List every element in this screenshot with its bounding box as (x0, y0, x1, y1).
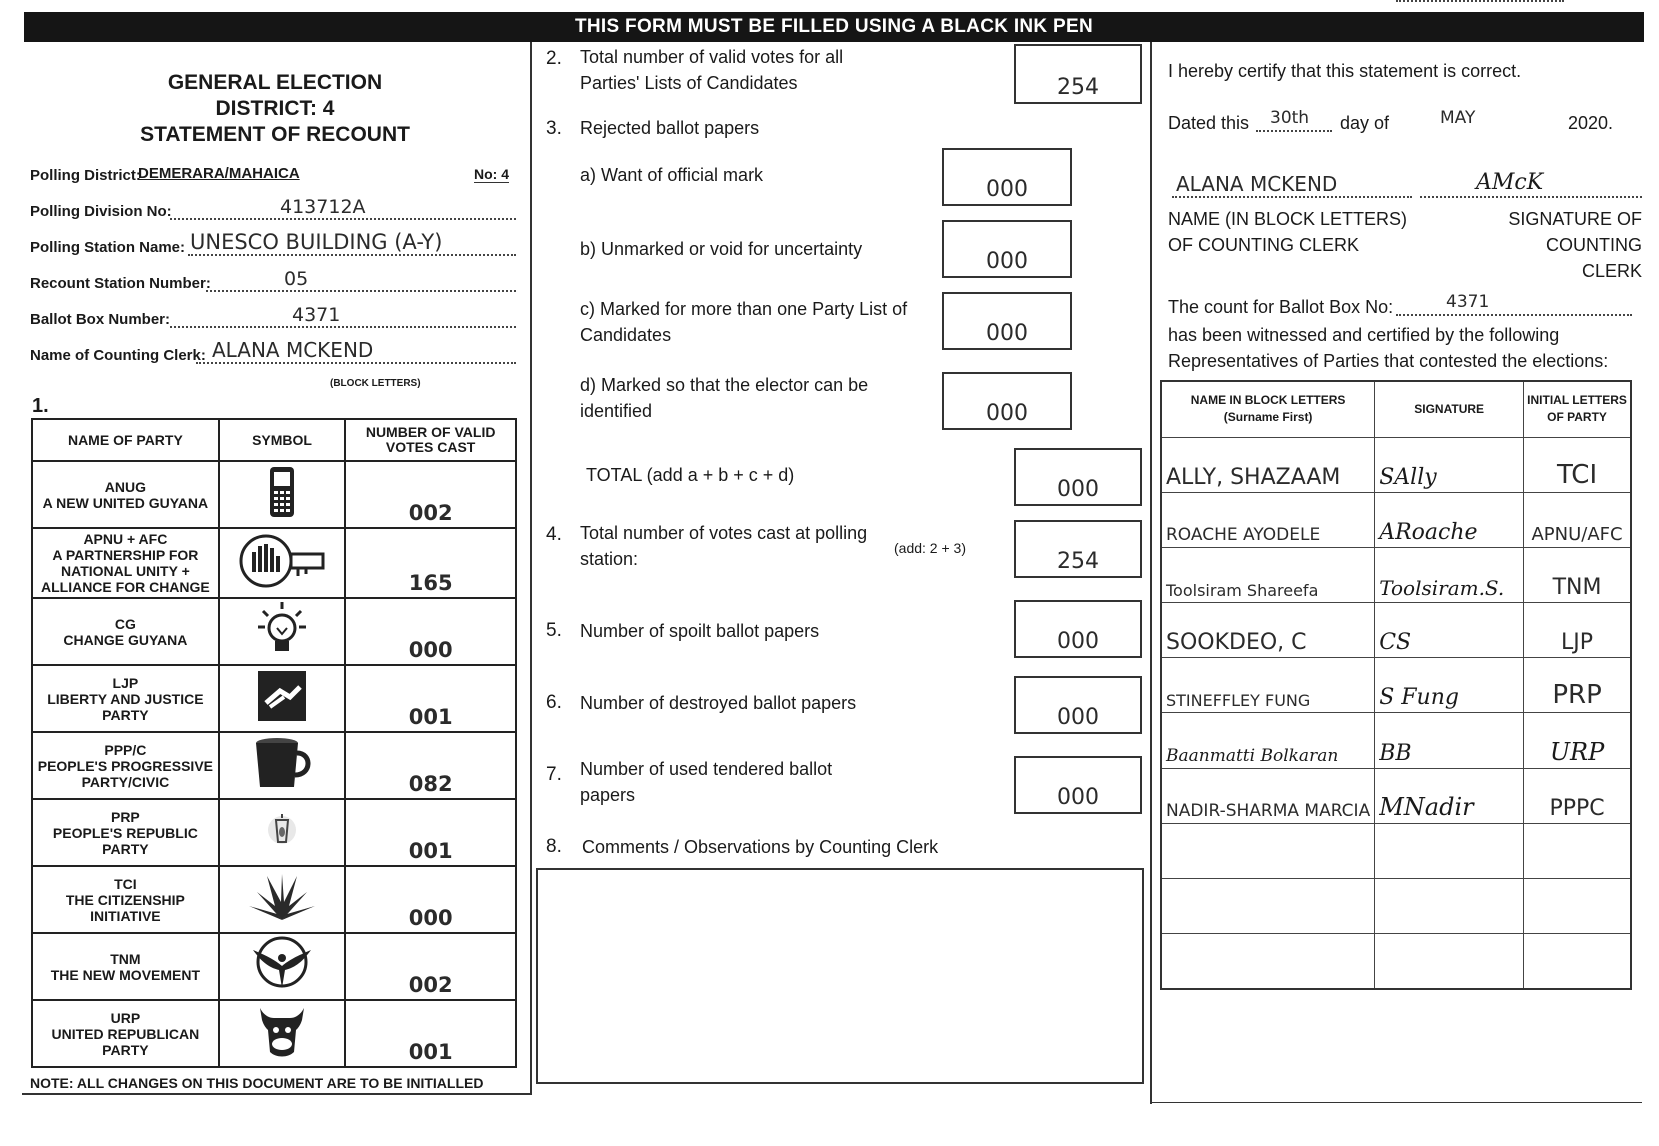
party-name: LIBERTY AND JUSTICE PARTY (47, 690, 204, 723)
clerk-name-hand: ALANA MCKEND (1176, 172, 1338, 196)
witness-signature[interactable] (1375, 879, 1524, 934)
name-caption: NAME (IN BLOCK LETTERS) OF COUNTING CLERK (1168, 209, 1408, 255)
q7-box[interactable] (1014, 756, 1142, 814)
table-row (32, 461, 516, 528)
eagle-icon (219, 933, 346, 1000)
witness-name: ALLY, SHAZAAM (1161, 437, 1375, 492)
q4-label: Total number of votes cast at polling station: (580, 523, 868, 569)
title-district: DISTRICT: 4 (215, 97, 335, 120)
party-votes-value: 165 (345, 528, 516, 598)
column-divider-left (530, 42, 532, 1094)
lightbulb-icon (219, 598, 346, 665)
party-abbr: PPP/C (104, 741, 147, 758)
q3c-box[interactable] (942, 292, 1072, 350)
witness-name[interactable] (1161, 934, 1375, 989)
table-row (32, 665, 516, 732)
polling-station-field: Polling Station Name: UNESCO BUILDING (A-Y) (30, 234, 516, 258)
party-name: UNITED REPUBLICAN PARTY (51, 1025, 200, 1058)
dated-day-value: 30th (1270, 108, 1310, 128)
dated-year: 2020. (1568, 113, 1614, 133)
q3d-box[interactable] (942, 372, 1072, 430)
signature-caption: SIGNATURE OF COUNTING CLERK (1508, 209, 1642, 281)
party-abbr: APNU + AFC (83, 531, 168, 547)
q6-box[interactable] (1014, 676, 1142, 734)
party-abbr: LJP (112, 674, 139, 691)
q3a-box[interactable] (942, 148, 1072, 206)
q4-value: 254 (1057, 549, 1099, 574)
cup-icon (219, 732, 346, 799)
witness-name: SOOKDEO, C (1161, 603, 1375, 658)
plant-icon (219, 866, 346, 933)
title-election: GENERAL ELECTION (167, 71, 383, 94)
total-box[interactable] (1014, 448, 1142, 506)
witness-signature: BB (1375, 713, 1524, 768)
witness-party[interactable] (1524, 823, 1631, 878)
q4-number: 4. (546, 524, 562, 545)
party-votes-table (31, 418, 517, 1068)
table-row (1161, 492, 1631, 547)
party-name: PEOPLE'S PROGRESSIVE PARTY/CIVIC (37, 757, 214, 790)
table-row (32, 528, 516, 598)
q4-box[interactable] (1014, 520, 1142, 578)
witness-party: PRP (1524, 658, 1631, 713)
dated-month-value: MAY (1440, 108, 1476, 128)
polling-station-value: UNESCO BUILDING (A-Y) (190, 230, 443, 254)
block-letters-hint: (BLOCK LETTERS) (330, 378, 421, 389)
q5-label: Number of spoilt ballot papers (580, 621, 820, 641)
witness-party[interactable] (1524, 934, 1631, 989)
q2-number: 2. (546, 48, 562, 69)
witness-name: ROACHE AYODELE (1161, 492, 1375, 547)
table-row (32, 933, 516, 1000)
q3d-label: d) Marked so that the elector can be identified (580, 375, 869, 421)
header-symbol: SYMBOL (219, 419, 346, 461)
q7-number: 7. (546, 764, 562, 785)
witness-signature: ARoache (1375, 492, 1524, 547)
q3a-label: a) Want of official mark (580, 165, 764, 185)
q2-valid-votes-box[interactable] (1014, 44, 1142, 104)
table-row (1161, 713, 1631, 768)
polling-division-value: 413712A (280, 196, 366, 218)
q3a-value: 000 (986, 177, 1028, 202)
party-name: A NEW UNITED GUYANA (42, 494, 209, 511)
witness-table (1160, 380, 1632, 990)
ballot-box-field: Ballot Box Number: 4371 (30, 306, 516, 330)
witness-signature[interactable] (1375, 823, 1524, 878)
witness-table-header (1161, 381, 1631, 437)
form-title (90, 70, 460, 148)
party-abbr: ANUG (104, 478, 146, 495)
column-divider-right (1150, 42, 1152, 1104)
table-row (1161, 658, 1631, 713)
q5-value: 000 (1057, 629, 1099, 654)
q3d-value: 000 (986, 401, 1028, 426)
party-table-header (32, 419, 516, 461)
table-row (32, 799, 516, 866)
q6-value: 000 (1057, 705, 1099, 730)
party-name: A PARTNERSHIP FOR NATIONAL UNITY + ALLIANCE FOR CHANGE (40, 547, 210, 595)
recount-station-field: Recount Station Number: 05 (30, 270, 516, 294)
form-banner: THIS FORM MUST BE FILLED USING A BLACK INK PEN (24, 12, 1644, 42)
polling-division-field: Polling Division No: 413712A (30, 198, 516, 222)
party-abbr: TNM (110, 950, 141, 967)
witness-signature: Toolsiram.S. (1375, 547, 1524, 602)
party-votes-value: 000 (345, 598, 516, 665)
table-row (1161, 768, 1631, 823)
party-votes-value: 001 (345, 1000, 516, 1067)
q6-label: Number of destroyed ballot papers (580, 693, 857, 713)
q3c-label: c) Marked for more than one Party List of Candidates (580, 299, 908, 345)
count-box-value: 4371 (1446, 292, 1490, 312)
bottom-border-left (22, 1093, 532, 1095)
q3b-value: 000 (986, 249, 1028, 274)
table-row (1161, 547, 1631, 602)
witness-signature: MNadir (1375, 768, 1524, 823)
bottom-border-right (1152, 1102, 1642, 1103)
phone-icon (219, 461, 346, 528)
count-prefix: The count for Ballot Box No: (1168, 297, 1394, 317)
table-row (32, 598, 516, 665)
table-row (1161, 823, 1631, 878)
q4-add-hint: (add: 2 + 3) (894, 540, 966, 556)
table-row (32, 866, 516, 933)
q8-label: Comments / Observations by Counting Clerk (582, 837, 939, 857)
q6-number: 6. (546, 692, 562, 713)
polling-district-field: Polling District: DEMERARA/MAHAICA (30, 165, 300, 184)
handshake-icon (219, 665, 346, 732)
witness-party: PPPC (1524, 768, 1631, 823)
party-name: CHANGE GUYANA (63, 631, 188, 648)
q3b-label: b) Unmarked or void for uncertainty (580, 239, 863, 259)
witness-name: NADIR-SHARMA MARCIA (1161, 768, 1375, 823)
party-votes-value: 082 (345, 732, 516, 799)
witness-name[interactable] (1161, 823, 1375, 878)
table-row (32, 732, 516, 799)
party-name: THE NEW MOVEMENT (50, 966, 201, 983)
dated-prefix: Dated this (1168, 113, 1250, 133)
section-1-number: 1. (32, 395, 49, 417)
header-witness-name: NAME IN BLOCK LETTERS (Surname First) (1161, 381, 1375, 437)
witness-party: URP (1524, 713, 1631, 768)
witness-signature[interactable] (1375, 934, 1524, 989)
q3b-box[interactable] (942, 220, 1072, 278)
witness-line1: has been witnessed and certified by the following (1168, 325, 1560, 345)
witness-signature: S Fung (1375, 658, 1524, 713)
total-label: TOTAL (add a + b + c + d) (586, 465, 795, 485)
party-abbr: TCI (114, 875, 137, 892)
table-row (1161, 934, 1631, 989)
dated-mid: day of (1340, 113, 1390, 133)
witness-name: STINEFFLEY FUNG (1161, 658, 1375, 713)
q7-value: 000 (1057, 785, 1099, 810)
lantern-icon (219, 799, 346, 866)
party-name: PEOPLE'S REPUBLIC PARTY (52, 824, 198, 857)
witness-name: Toolsiram Shareefa (1161, 547, 1375, 602)
witness-party: APNU/AFC (1524, 492, 1631, 547)
total-value: 000 (1057, 477, 1099, 502)
party-name: THE CITIZENSHIP INITIATIVE (65, 891, 185, 924)
q3-label: Rejected ballot papers (580, 118, 760, 138)
witness-party: TNM (1524, 547, 1631, 602)
party-votes-value: 001 (345, 799, 516, 866)
witness-signature: SAlly (1375, 437, 1524, 492)
party-abbr: CG (114, 615, 136, 632)
q2-label: Total number of valid votes for all Parties' Lists of Candidates (580, 47, 844, 93)
header-witness-signature: SIGNATURE (1375, 381, 1524, 437)
table-row (1161, 437, 1631, 492)
title-statement: STATEMENT OF RECOUNT (140, 123, 410, 146)
certify-statement: I hereby certify that this statement is correct. (1168, 61, 1522, 81)
q2-value: 254 (1057, 75, 1099, 100)
initial-changes-note: NOTE: ALL CHANGES ON THIS DOCUMENT ARE TO BE INITIALLED (30, 1075, 484, 1091)
party-votes-value: 001 (345, 665, 516, 732)
q7-label: Number of used tendered ballot papers (580, 759, 833, 805)
witness-line2: Representatives of Parties that contested the elections: (1168, 351, 1609, 371)
witness-name[interactable] (1161, 879, 1375, 934)
ballot-box-value: 4371 (292, 304, 341, 326)
header-witness-party: INITIAL LETTERS OF PARTY (1524, 381, 1631, 437)
witness-party: TCI (1524, 437, 1631, 492)
q8-number: 8. (546, 836, 562, 857)
table-row (32, 1000, 516, 1067)
party-votes-value: 002 (345, 933, 516, 1000)
q5-number: 5. (546, 620, 562, 641)
q3-number: 3. (546, 118, 562, 139)
party-votes-value: 000 (345, 866, 516, 933)
header-votes: NUMBER OF VALID VOTES CAST (345, 419, 516, 461)
counting-clerk-value: ALANA MCKEND (212, 338, 374, 362)
witness-name: Baanmatti Bolkaran (1161, 713, 1375, 768)
table-row (1161, 603, 1631, 658)
clerk-signature: AMcK (1476, 170, 1544, 195)
party-abbr: URP (110, 1009, 141, 1026)
witness-party[interactable] (1524, 879, 1631, 934)
header-party-name: NAME OF PARTY (32, 419, 219, 461)
q3c-value: 000 (986, 321, 1028, 346)
party-votes-value: 002 (345, 461, 516, 528)
recount-station-value: 05 (284, 268, 309, 290)
comments-box[interactable] (536, 868, 1144, 1084)
district-number: No: 4 (474, 166, 509, 182)
q5-box[interactable] (1014, 600, 1142, 658)
witness-party: LJP (1524, 603, 1631, 658)
party-abbr: PRP (110, 808, 140, 825)
counting-clerk-field: Name of Counting Clerk: ALANA MCKEND (30, 342, 516, 366)
polling-district-value: DEMERARA/MAHAICA (138, 165, 300, 182)
bull-icon (219, 1000, 346, 1067)
witness-signature: CS (1375, 603, 1524, 658)
hand-key-icon (219, 528, 346, 598)
table-row (1161, 879, 1631, 934)
